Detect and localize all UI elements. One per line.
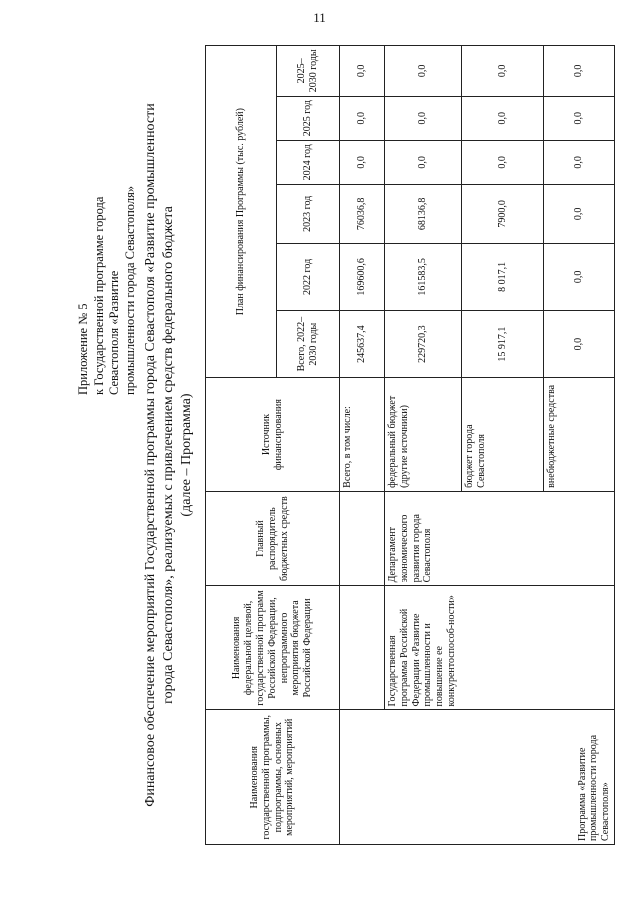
appendix-line: Севастополя «Развитие bbox=[107, 270, 122, 395]
appendix-line: к Государственной программе города bbox=[91, 196, 106, 395]
header-year: Всего, 2022–2030 годы bbox=[277, 311, 340, 378]
value-cell: 0,0 bbox=[543, 311, 614, 378]
title-line: (далее – Программа) bbox=[178, 393, 194, 517]
header-year: 2025 год bbox=[277, 96, 340, 140]
value-cell: 15 917,1 bbox=[462, 311, 543, 378]
value-cell: 68136,8 bbox=[385, 184, 462, 243]
value-cell: 0,0 bbox=[543, 46, 614, 97]
source-cell: Всего, в том числе: bbox=[340, 378, 385, 492]
header-program-name: Наименования государственной программы, подпрограммы, основных мероприятий, мероприятий bbox=[206, 710, 340, 845]
value-cell: 161583,5 bbox=[385, 243, 462, 310]
value-cell: 0,0 bbox=[543, 140, 614, 184]
value-cell: 0,0 bbox=[385, 140, 462, 184]
page-number: 11 bbox=[313, 10, 326, 25]
document-title bbox=[142, 15, 196, 895]
header-source: Источник финансирования bbox=[206, 378, 340, 492]
header-federal-program: Наименования федеральной целевой, государственной программ Российской Федерации, непрограммного мероприятия бюджета Российской Федерации bbox=[206, 586, 340, 710]
source-cell: внебюджетные средства bbox=[543, 378, 614, 492]
value-cell: 8 017,1 bbox=[462, 243, 543, 310]
federal-program-cell: Государственная программа Российской Федерации «Развитие промышленности и повышение ее конкурентоспособ-ности» bbox=[385, 586, 615, 710]
value-cell: 245637,4 bbox=[340, 311, 385, 378]
header-year: 2023 год bbox=[277, 184, 340, 243]
value-cell: 0,0 bbox=[462, 46, 543, 97]
value-cell: 0,0 bbox=[385, 96, 462, 140]
appendix-line: Приложение № 5 bbox=[76, 303, 90, 395]
header-distributor: Главный распорядитель бюджетных средств bbox=[206, 491, 340, 586]
value-cell: 229720,3 bbox=[385, 311, 462, 378]
appendix-line: промышленности города Севастополя» bbox=[122, 185, 137, 395]
empty-cell bbox=[340, 586, 385, 710]
value-cell: 0,0 bbox=[543, 184, 614, 243]
header-year: 2022 год bbox=[277, 243, 340, 310]
title-line: города Севастополя», реализуемых с привлечением средств федерального бюджета bbox=[160, 206, 176, 704]
value-cell: 76036,8 bbox=[340, 184, 385, 243]
value-cell: 7900,0 bbox=[462, 184, 543, 243]
value-cell: 0,0 bbox=[462, 140, 543, 184]
header-row bbox=[206, 46, 277, 845]
program-name-cell: Программа «Развитие промышленности города Севастополя» bbox=[340, 710, 615, 845]
table-row bbox=[340, 46, 385, 845]
value-cell: 0,0 bbox=[385, 46, 462, 97]
title-line: Финансовое обеспечение мероприятий Государственной программы города Севастополя «Развитие промышленности bbox=[143, 103, 158, 807]
distributor-cell: Департамент экономического развития города Севастополя bbox=[385, 491, 615, 586]
header-year: 2025–2030 годы bbox=[277, 46, 340, 97]
value-cell: 0,0 bbox=[340, 140, 385, 184]
financing-table bbox=[205, 45, 615, 845]
value-cell: 0,0 bbox=[340, 46, 385, 97]
header-year: 2024 год bbox=[277, 140, 340, 184]
value-cell: 0,0 bbox=[340, 96, 385, 140]
source-cell: федеральный бюджет (другие источники) bbox=[385, 378, 462, 492]
empty-cell bbox=[340, 491, 385, 586]
value-cell: 0,0 bbox=[462, 96, 543, 140]
appendix-block bbox=[76, 75, 139, 395]
value-cell: 0,0 bbox=[543, 96, 614, 140]
value-cell: 0,0 bbox=[543, 243, 614, 310]
value-cell: 169600,6 bbox=[340, 243, 385, 310]
rotated-sheet bbox=[70, 15, 630, 895]
header-plan: План финансирования Программы (тыс. рублей) bbox=[206, 46, 277, 378]
source-cell: бюджет города Севастополя bbox=[462, 378, 543, 492]
